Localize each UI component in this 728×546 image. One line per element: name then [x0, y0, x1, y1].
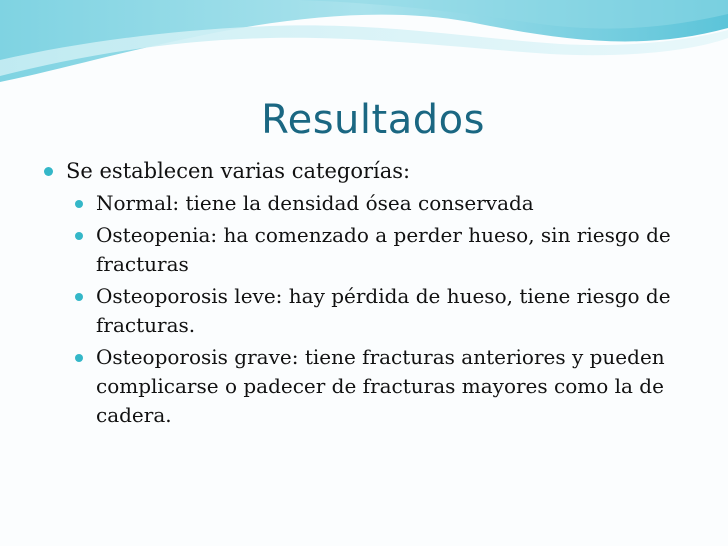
bullet-dot-icon — [44, 167, 53, 176]
bullet-text: Osteoporosis grave: tiene fracturas anteriores y pueden complicarse o padecer de fracturas mayores como la de cadera. — [96, 345, 665, 427]
bullet-dot-icon — [75, 232, 83, 240]
bullet-item — [44, 156, 694, 186]
bullet-dot-icon — [75, 354, 83, 362]
bullet-text: Se establecen varias categorías: — [66, 159, 411, 183]
header-wave-decoration — [0, 0, 728, 90]
sub-bullet-item — [44, 221, 694, 279]
bullet-text: Osteopenia: ha comenzado a perder hueso, sin riesgo de fracturas — [96, 223, 671, 276]
bullet-dot-icon — [75, 293, 83, 301]
sub-bullet-item — [44, 189, 694, 218]
sub-bullet-item — [44, 282, 694, 340]
bullet-dot-icon — [75, 200, 83, 208]
bullet-list — [44, 156, 694, 430]
sub-bullet-item — [44, 343, 694, 430]
bullet-text: Osteoporosis leve: hay pérdida de hueso, tiene riesgo de fracturas. — [96, 284, 671, 337]
slide-title: Resultados — [261, 97, 485, 143]
bullet-text: Normal: tiene la densidad ósea conservada — [96, 191, 534, 215]
